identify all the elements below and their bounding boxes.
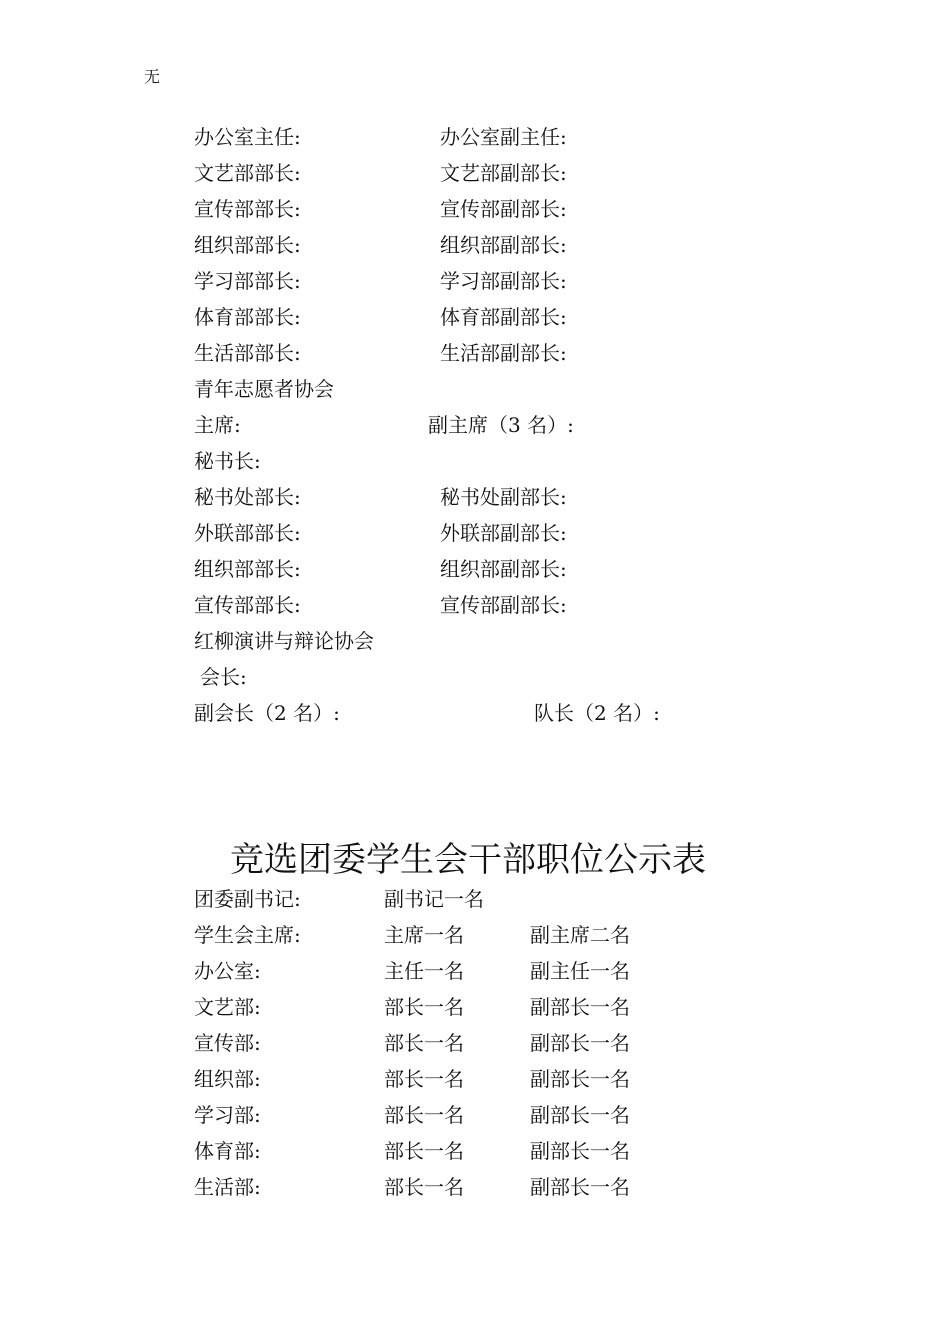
debate-captain: 队长（2 名）:	[534, 701, 660, 725]
table-row-8-pos1: 部长一名	[384, 1175, 464, 1199]
s1-left-3: 组织部部长:	[194, 233, 301, 257]
table-row-0-dept: 团委副书记:	[194, 887, 301, 911]
table-row-5-pos2: 副部长一名	[530, 1067, 630, 1091]
volunteer-right-0: 秘书处副部长:	[440, 485, 567, 509]
table-row-7-dept: 体育部:	[194, 1139, 261, 1163]
table-row-3-dept: 文艺部:	[194, 995, 261, 1019]
s1-left-4: 学习部部长:	[194, 269, 301, 293]
s1-left-1: 文艺部部长:	[194, 161, 301, 185]
table-row-4-pos1: 部长一名	[384, 1031, 464, 1055]
table-row-6-pos2: 副部长一名	[530, 1103, 630, 1127]
s1-right-5: 体育部副部长:	[440, 305, 567, 329]
table-row-1-pos1: 主席一名	[384, 923, 464, 947]
table-row-1-pos2: 副主席二名	[530, 923, 630, 947]
table-row-2-pos2: 副主任一名	[530, 959, 630, 983]
table-row-8-dept: 生活部:	[194, 1175, 261, 1199]
s1-right-2: 宣传部副部长:	[440, 197, 567, 221]
table-row-6-pos1: 部长一名	[384, 1103, 464, 1127]
table-row-8-pos2: 副部长一名	[530, 1175, 630, 1199]
table-row-3-pos1: 部长一名	[384, 995, 464, 1019]
table-row-7-pos2: 副部长一名	[530, 1139, 630, 1163]
s1-left-5: 体育部部长:	[194, 305, 301, 329]
s1-right-3: 组织部副部长:	[440, 233, 567, 257]
table-row-6-dept: 学习部:	[194, 1103, 261, 1127]
volunteer-heading: 青年志愿者协会	[194, 377, 334, 401]
s1-left-6: 生活部部长:	[194, 341, 301, 365]
table-row-4-dept: 宣传部:	[194, 1031, 261, 1055]
volunteer-secretary-general: 秘书长:	[194, 449, 261, 473]
s1-left-2: 宣传部部长:	[194, 197, 301, 221]
s1-right-1: 文艺部副部长:	[440, 161, 567, 185]
table-row-2-dept: 办公室:	[194, 959, 261, 983]
table-title: 竞选团委学生会干部职位公示表	[230, 840, 706, 880]
s1-right-6: 生活部副部长:	[440, 341, 567, 365]
table-row-7-pos1: 部长一名	[384, 1139, 464, 1163]
s1-right-4: 学习部副部长:	[440, 269, 567, 293]
table-row-4-pos2: 副部长一名	[530, 1031, 630, 1055]
debate-vice-president: 副会长（2 名）:	[194, 701, 340, 725]
s1-right-0: 办公室副主任:	[440, 125, 567, 149]
volunteer-chair: 主席:	[194, 413, 241, 437]
volunteer-left-1: 外联部部长:	[194, 521, 301, 545]
table-row-5-pos1: 部长一名	[384, 1067, 464, 1091]
table-row-5-dept: 组织部:	[194, 1067, 261, 1091]
table-row-2-pos1: 主任一名	[384, 959, 464, 983]
debate-heading: 红柳演讲与辩论协会	[194, 629, 374, 653]
table-row-0-pos1: 副书记一名	[384, 887, 484, 911]
volunteer-right-2: 组织部副部长:	[440, 557, 567, 581]
table-row-3-pos2: 副部长一名	[530, 995, 630, 1019]
volunteer-left-2: 组织部部长:	[194, 557, 301, 581]
volunteer-left-0: 秘书处部长:	[194, 485, 301, 509]
volunteer-right-1: 外联部副部长:	[440, 521, 567, 545]
s1-left-0: 办公室主任:	[194, 125, 301, 149]
volunteer-left-3: 宣传部部长:	[194, 593, 301, 617]
volunteer-vice-chair: 副主席（3 名）:	[428, 413, 574, 437]
volunteer-right-3: 宣传部副部长:	[440, 593, 567, 617]
header-mark: 无	[144, 67, 161, 86]
debate-president: 会长:	[200, 665, 247, 689]
table-row-1-dept: 学生会主席:	[194, 923, 301, 947]
